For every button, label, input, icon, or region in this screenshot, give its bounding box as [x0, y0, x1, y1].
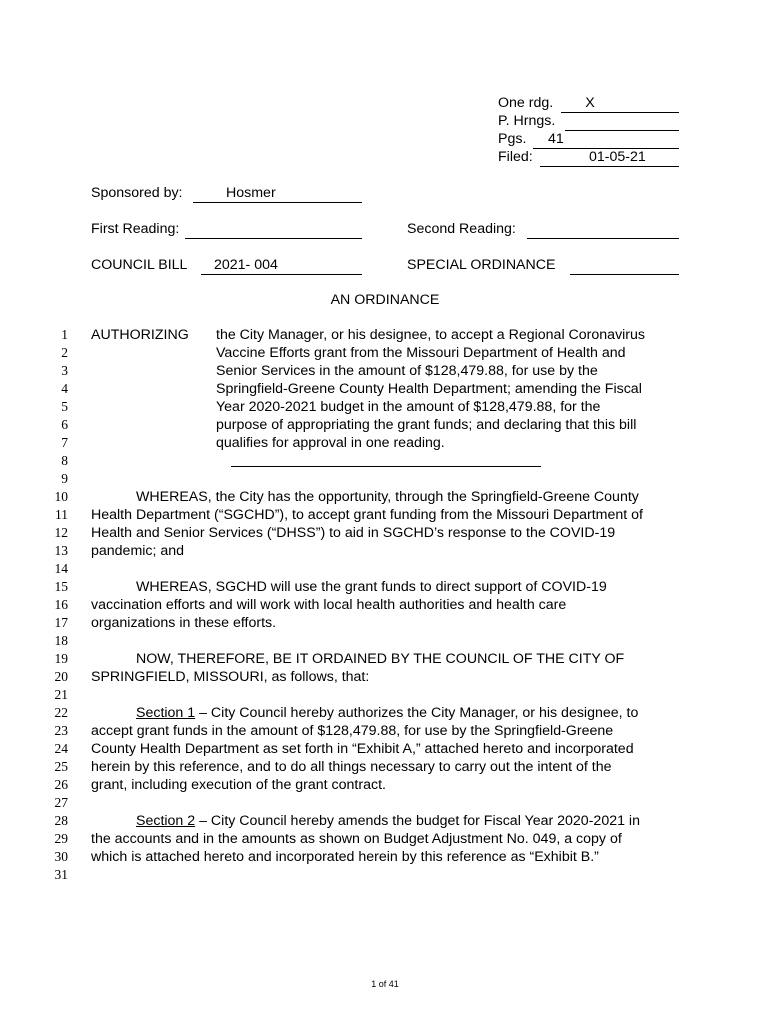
paragraph-line: accept grant funds in the amount of $128,479.88, for use by the Springfield-Greene — [91, 723, 614, 739]
ordinance-title: AN ORDINANCE — [330, 292, 440, 308]
first-reading-label: First Reading: — [91, 221, 180, 237]
authorizing-line: Vaccine Efforts grant from the Missouri Department of Health and — [216, 345, 626, 361]
line-number: 21 — [54, 687, 68, 702]
paragraph-line: County Health Department as set forth in “Exhibit A,” attached hereto and incorporated — [91, 741, 634, 757]
authorizing-label: AUTHORIZING — [91, 327, 189, 343]
line-number: 1 — [61, 327, 68, 342]
authorizing-line: Year 2020-2021 budget in the amount of $128,479.88, for the — [216, 399, 601, 415]
paragraph-line: organizations in these efforts. — [91, 615, 277, 631]
line-number: 9 — [61, 471, 68, 486]
paragraph-line: grant, including execution of the grant contract. — [91, 777, 386, 793]
paragraph-line: Health Department (“SGCHD”), to accept grant funding from the Missouri Department of — [91, 507, 643, 523]
line-number: 10 — [54, 489, 68, 504]
authorizing-line: purpose of appropriating the grant funds; and declaring that this bill — [216, 417, 637, 433]
p-hrngs-field — [565, 112, 679, 131]
line-number: 12 — [54, 525, 68, 540]
one-rdg-field: X — [561, 94, 679, 113]
authorizing-line: Springfield-Greene County Health Department; amending the Fiscal — [216, 381, 642, 397]
pgs-field: 41 — [533, 130, 679, 149]
section-2-first-line: Section 2 – City Council hereby amends the budget for Fiscal Year 2020-2021 in — [136, 813, 640, 829]
second-reading-field — [527, 220, 679, 239]
paragraph-line: which is attached hereto and incorporated herein by this reference as “Exhibit B.” — [91, 849, 599, 865]
one-rdg-label: One rdg. — [498, 95, 554, 111]
line-number: 30 — [54, 849, 68, 864]
filed-label: Filed: — [498, 149, 533, 165]
special-ordinance-label: SPECIAL ORDINANCE — [407, 257, 556, 273]
council-bill-label: COUNCIL BILL — [91, 257, 188, 273]
sponsored-by-field: Hosmer — [193, 184, 362, 203]
paragraph-line: herein by this reference, and to do all things necessary to carry out the intent of the — [91, 759, 612, 775]
line-number: 25 — [54, 759, 68, 774]
paragraph-line: WHEREAS, SGCHD will use the grant funds to direct support of COVID-19 — [136, 579, 607, 595]
line-number: 28 — [54, 813, 68, 828]
section-2-heading: Section 2 — [136, 813, 196, 829]
paragraph-line: WHEREAS, the City has the opportunity, through the Springfield-Greene County — [136, 489, 639, 505]
line-number: 19 — [54, 651, 68, 666]
paragraph-line: SPRINGFIELD, MISSOURI, as follows, that: — [91, 669, 370, 685]
page-number: 1 of 41 — [371, 979, 399, 989]
line-number: 29 — [54, 831, 68, 846]
line-number: 13 — [54, 543, 68, 558]
authorizing-line: the City Manager, or his designee, to accept a Regional Coronavirus — [216, 327, 646, 343]
line-number: 14 — [54, 561, 68, 576]
line-number: 27 — [54, 795, 68, 810]
line-number: 22 — [54, 705, 68, 720]
p-hrngs-label: P. Hrngs. — [498, 113, 556, 129]
second-reading-label: Second Reading: — [407, 221, 516, 237]
paragraph-line: the accounts and in the amounts as shown on Budget Adjustment No. 049, a copy of — [91, 831, 622, 847]
paragraph-line: Health and Senior Services (“DHSS”) to aid in SGCHD’s response to the COVID-19 — [91, 525, 616, 541]
council-bill-field: 2021- 004 — [201, 256, 362, 275]
special-ordinance-field — [570, 256, 679, 275]
line-number: 20 — [54, 669, 68, 684]
line-number: 11 — [55, 507, 68, 522]
separator-rule — [231, 466, 541, 467]
line-number: 18 — [54, 633, 68, 648]
paragraph-line: NOW, THEREFORE, BE IT ORDAINED BY THE COUNCIL OF THE CITY OF — [136, 651, 625, 667]
line-number: 26 — [54, 777, 68, 792]
sponsored-by-label: Sponsored by: — [91, 185, 183, 201]
line-number: 8 — [61, 453, 68, 468]
filed-field: 01-05-21 — [540, 148, 679, 167]
paragraph-line: pandemic; and — [91, 543, 185, 559]
line-number: 2 — [61, 345, 68, 360]
line-number: 23 — [54, 723, 68, 738]
line-number: 15 — [54, 579, 68, 594]
section-1-first-line: Section 1 – City Council hereby authorizes the City Manager, or his designee, to — [136, 705, 639, 721]
line-number: 24 — [54, 741, 68, 756]
line-number: 16 — [54, 597, 68, 612]
line-number: 7 — [61, 435, 68, 450]
line-number: 4 — [61, 381, 68, 396]
paragraph-line: vaccination efforts and will work with local health authorities and health care — [91, 597, 567, 613]
line-number: 17 — [54, 615, 68, 630]
authorizing-line: qualifies for approval in one reading. — [216, 435, 445, 451]
line-number: 3 — [61, 363, 68, 378]
authorizing-line: Senior Services in the amount of $128,479.88, for use by the — [216, 363, 598, 379]
first-reading-field — [185, 220, 362, 239]
section-1-heading: Section 1 — [136, 705, 196, 721]
line-number: 31 — [54, 867, 68, 882]
line-number: 6 — [61, 417, 68, 432]
line-number: 5 — [61, 399, 68, 414]
pgs-label: Pgs. — [498, 131, 527, 147]
